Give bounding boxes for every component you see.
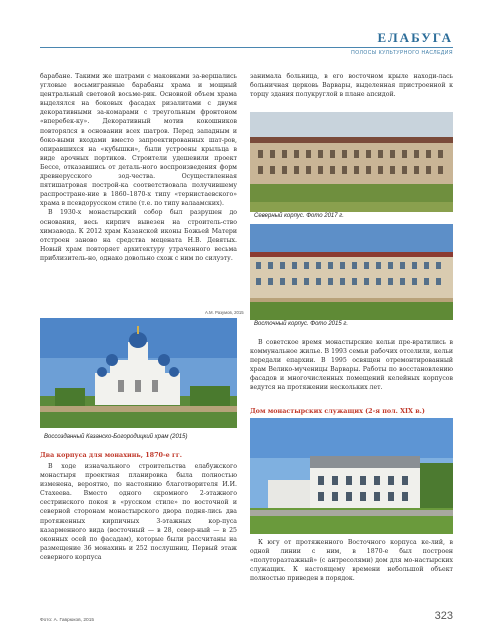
paragraph-hospital: занимала больница, в его восточном крыле находи-лась больничная церковь Варвары, выделенная пристроенной к торцу здания полукруглой в плане апсидой. [250, 73, 453, 99]
footer-photo-credit: Фото: А. Гаврюков, 2015 [40, 618, 95, 623]
magazine-title: ЕЛАБУГА [377, 30, 453, 45]
east-building-caption: Восточный корпус. Фото 2015 г. [254, 321, 348, 327]
paragraph-destruction: В 1930-х монастырский собор был разрушен до основания, весь кирпич вывезен на строитель-ство химзавода. К 2012 храм Казанской иконы Божьей Матери отстроен заново на средства мецената Н.В. Девятых. Новый храм повторяет архитектуру утраченного весьма приблизитель-но, однако довольно схож с ним по силуэту. [40, 209, 237, 262]
page-number: 323 [434, 610, 453, 622]
soviet-era-text [250, 338, 453, 393]
paragraph-nuns-buildings: В ходе изначального строительства елабужского монастыря проектная планировка была полностью изменена, вероятно, по настоянию благотворителя И.И. Стахеева. Вместо одного скромного 2-этажного сестринского покоя в «русском стиле» по восточной и северной сторонам монастырского двора подня-лись два протяженных кирпичных 3-этажных кор-пуса казарменного вида (восточный — в 28, север-ный — в 25 оконных осей по фасадам), которые были рассчитаны на размещение 36 монахинь и 252 послушниц. Первый этаж северного корпуса [40, 463, 237, 561]
east-building-photo [250, 224, 453, 320]
paragraph-architecture: барабане. Такими же шатрами с маковками за-вершались угловые восьмигранные барабаны храма и мощный центральный световой восьме-рик. Основной объем храма выделялся на боковых фасадах ризалитами с двумя декоративными за-комарами с треугольным фронтоном «вперебек-ку». Декоративный мотив кокошников повторялся в основании всех шатров. Перед западным и боко-выми входами вместо запроектированных шат-ров, опиравшихся на «кубышки», были устроены крыльца в виде арочных портиков. Строители удешевили проект Бессе, отказавшись от деталь-ного воспроизведения форм древнерусского зод-чества. Осуществленная пятишатровая построй-ка соответствовала получившему распростране-ние в 1860–1870-х типу «тернистаевского» храма в псевдорусском стиле (т.е. по типу валаамских). [40, 73, 237, 208]
header-divider [40, 47, 453, 48]
left-column-text [40, 72, 237, 263]
cathedral-photo [40, 318, 237, 428]
north-building-caption: Северный корпус. Фото 2017 г. [254, 213, 344, 219]
nuns-buildings-text [40, 462, 237, 562]
servants-house-heading: Дом монастырских служащих (2-я пол. XIX в.) [250, 407, 425, 415]
nuns-buildings-heading: Два корпуса для монахинь, 1870-е гг. [40, 451, 183, 459]
paragraph-servants-house: К югу от протяженного Восточного корпуса ке-лий, в одной линии с ним, в 1870-е был построен «полуторазтажный» (с антресолями) дом для мо-настырских служащих. К настоящему времени небольшой объект полностью приведен в порядок. [250, 539, 453, 583]
right-column-top-text [250, 72, 453, 99]
magazine-subtitle: ПОЛОСЫ КУЛЬТУРНОГО НАСЛЕДИЯ [351, 50, 453, 56]
paragraph-soviet: В советское время монастырские кельи пре-вратились в коммунальное жилье. В 1993 семьи рабочих отселили, кельи передали епархии. В 1995 освящен отремонтированный храм Велико-мученицы Варвары. Работы по восстановлению фасадов и многочисленных помещений келейных корпусов ведутся на протяжении нескольких лет. [250, 339, 453, 392]
servants-house-photo [250, 418, 453, 534]
north-building-photo [250, 112, 453, 212]
photo-credit-left: А.М. Разумов, 2015 [205, 310, 244, 315]
servants-house-text [250, 538, 453, 583]
cathedral-caption: Воссозданный Казанско-Богородицкий храм (2015) [44, 434, 188, 440]
